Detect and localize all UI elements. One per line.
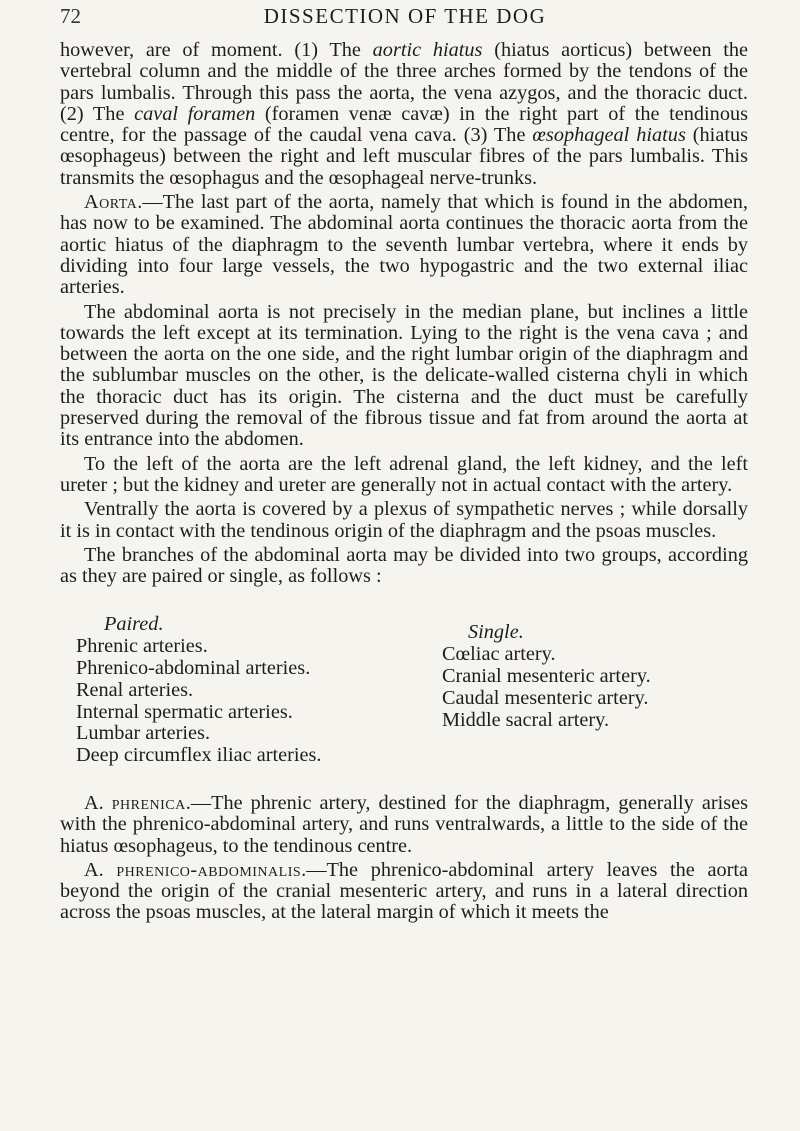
single-items	[442, 644, 651, 731]
paragraph	[60, 454, 748, 497]
list-item: Middle sacral artery.	[442, 708, 610, 731]
text-run: .—The phrenico-abdominal artery leaves the aorta beyond the origin of the cranial mesenteric artery, and runs in a lateral direction across the psoas muscles, at the lateral margin of which it meets the	[60, 858, 748, 924]
list-item: Renal arteries.	[76, 678, 194, 701]
section-heading: Aorta	[84, 191, 138, 214]
text-run: Ventrally the aorta is covered by a plexus of sympathetic nerves ; while dorsally it is in contact with the tendinous origin of the diaphragm and the psoas muscles.	[60, 498, 748, 542]
paragraphs	[60, 40, 748, 587]
page-number: 72	[60, 4, 81, 28]
list-item: Cranial mesenteric artery.	[442, 665, 651, 688]
running-head: DISSECTION OF THE DOG	[263, 4, 547, 28]
paragraph	[60, 302, 748, 451]
list-item: Phrenic arteries.	[76, 635, 208, 658]
text-run: however, are of moment. (1) The	[60, 39, 373, 61]
paragraph	[60, 793, 748, 857]
text-run: A.	[84, 792, 112, 814]
paired-items	[76, 636, 416, 767]
text-run: (hiatus aorticus) between the vertebral column and the middle of the three arches formed by the tendons of the pars lumbalis. Through this pass the aorta, the vena azygos, and the thoracic duct. (2) The	[60, 39, 748, 125]
text-run: .—The last part of the aorta, namely that which is found in the abdomen, has now to be examined. The abdominal aorta continues the thoracic aorta from the aortic hiatus of the diaphragm to the seventh lumbar vertebra, where it ends by dividing into four large vessels, the two hypogastric and the two external iliac arteries.	[60, 191, 748, 299]
list-item: Deep circumflex iliac arteries.	[76, 744, 322, 767]
closing-paragraphs	[60, 793, 748, 924]
text-run: .—The phrenic artery, destined for the diaphragm, generally arises with the phrenico-abdominal artery, and runs ventralwards, a little to the side of the hiatus œsophageus, to the tendinous centre.	[60, 792, 748, 857]
text-run: (hiatus œsophageus) between the right and left muscular fibres of the pars lumbalis. This transmits the œsophagus and the œsophageal nerve-trunks.	[60, 124, 748, 189]
paired-heading: Paired.	[104, 613, 164, 636]
list-item: Internal spermatic arteries.	[76, 700, 293, 723]
text-run: To the left of the aorta are the left adrenal gland, the left kidney, and the left ureter ; but the kidney and ureter are generally not in actual contact with the artery.	[60, 452, 748, 496]
list-item: Lumbar arteries.	[76, 722, 211, 745]
branch-lists	[60, 614, 748, 767]
paragraph	[60, 860, 748, 924]
list-item: Caudal mesenteric artery.	[442, 686, 649, 709]
list-item: Phrenico-abdominal arteries.	[76, 657, 311, 680]
paired-branches-list	[76, 614, 416, 767]
italic-term: caval foramen	[134, 102, 256, 125]
paragraph	[60, 499, 748, 542]
section-heading: phrenica	[111, 792, 186, 814]
list-item: Cœliac artery.	[442, 643, 556, 666]
paragraph	[60, 192, 748, 298]
text-run: The abdominal aorta is not precisely in the median plane, but inclines a little towards the left except at its termination. Lying to the right is the vena cava ; and between the aorta on the one side, and the right lumbar origin of the diaphragm and the sublumbar muscles on the other, is the delicate-walled cisterna chyli in which the thoracic duct has its origin. The cisterna and the duct must be carefully preserved during the removal of the fibrous tissue and fat from around the aorta at its entrance into the abdomen.	[60, 300, 748, 451]
text-run: (foramen venæ cavæ) in the right part of the tendinous centre, for the passage of the caudal vena cava. (3) The	[60, 102, 748, 147]
paragraph	[60, 40, 748, 189]
single-heading: Single.	[468, 621, 524, 644]
body-text	[60, 40, 748, 924]
paragraph	[60, 545, 748, 588]
page-header	[60, 4, 750, 34]
italic-term: aortic hiatus	[372, 39, 483, 61]
text-run: The branches of the abdominal aorta may be divided into two groups, according as they are paired or single, as follows :	[60, 543, 748, 588]
italic-term: œsophageal hiatus	[532, 124, 686, 147]
single-branches-list	[442, 614, 651, 767]
text-run: A.	[84, 858, 117, 881]
section-heading: phrenico-abdominalis	[116, 858, 302, 881]
